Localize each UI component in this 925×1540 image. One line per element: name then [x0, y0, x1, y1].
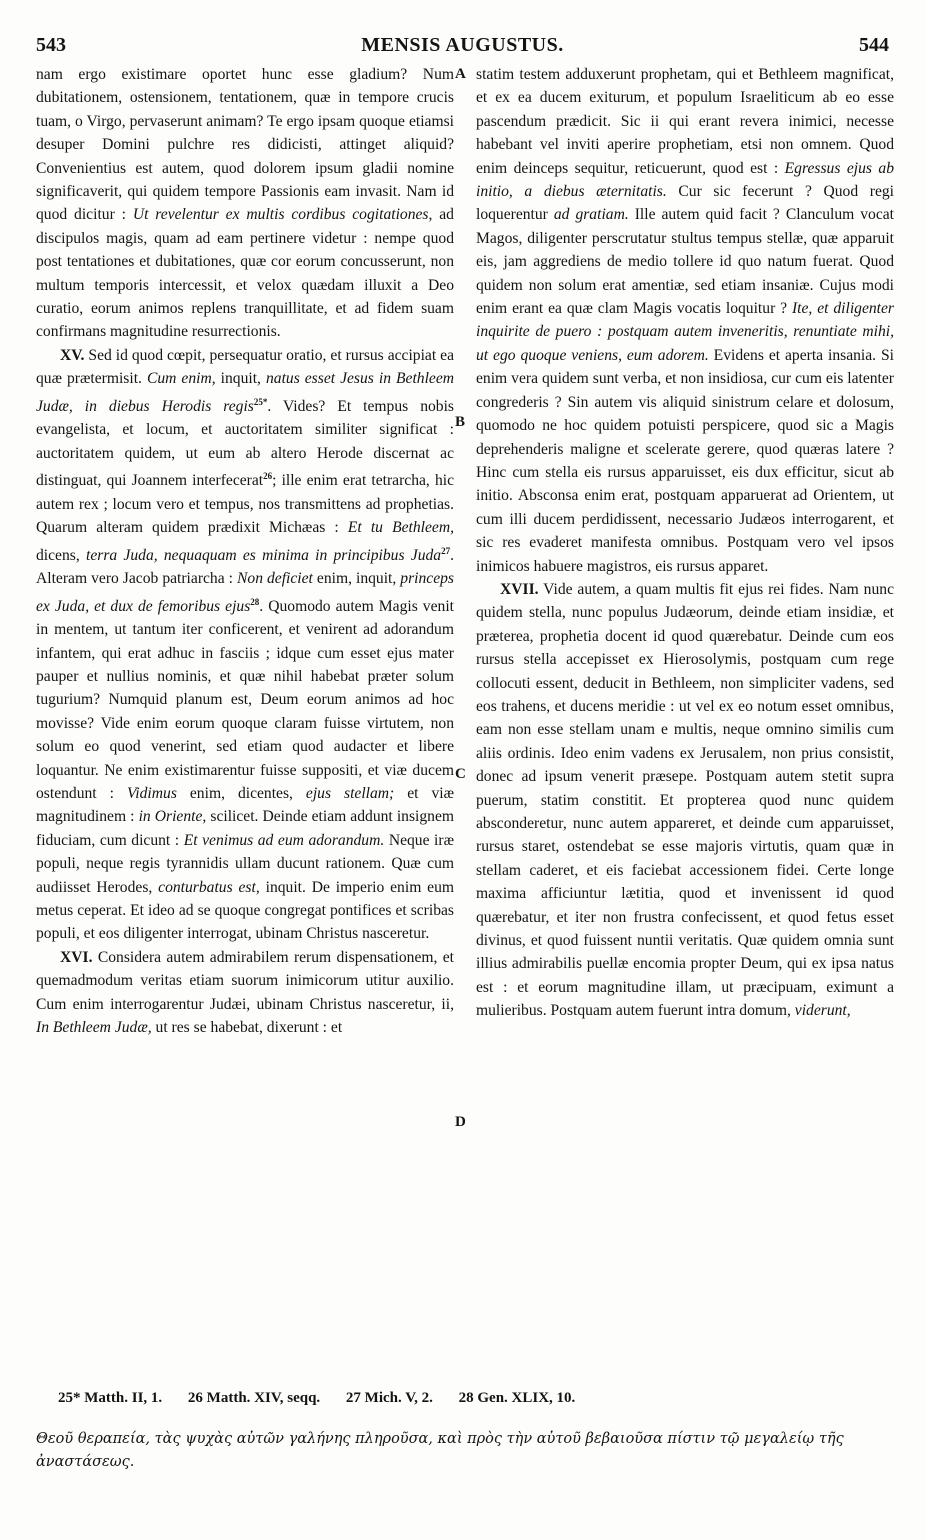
- footnote-ref: 25*: [253, 396, 268, 407]
- paragraph-section-xvii: XVII. Vide autem, a quam multis fit ejus rei fides. Nam nunc quidem stella, nunc populus Judæorum, deinde etiam insidiæ, et præterea, prophetia docent id quod quærebatur. Deinde cum eos rursus stella accepisset ex Hierosolymis, postquam cum rege collocuti essent, deducit in Bethleem, non simpliciter vadens, sed eos trahens, et ducens meridie : ut vel ex eo notum esset omnibus, eam non esse stellam unam e multis, neque omnino similis cum aliis ordinis. Ideo enim vadens ex Jerusalem, non prius consistit, donec ad ipsum venerit præsepe. Postquam autem stetit supra puerum, statim constitit. Et propterea quod nunc quidem absconderetur, nunc autem appareret, et deinde cum apparuisset, rursus staret, ostendebat se esse majoris virtutis, quam quæ in stellam caderet, et eis faciebat accessionem fidei. Certe longe maxima afficiuntur lætitia, quod et invenissent id quod quærebatur, et iter non frustra confecissent, et quod fetus esset divinus, et quod fuissent nuntii veritatis. Quæ quidem omnia sunt illius admirabilis puellæ encomia propter Deum, qui ex ipsa natus est : et eorum magnitudine illam, ut præcipuam, eximunt a mulieribus. Postquam autem fuerunt intra domum, viderunt,: [476, 580, 894, 1020]
- margin-marker-c: C: [455, 766, 466, 782]
- greek-note: Θεοῦ θεραπεία, τὰς ψυχὰς αὐτῶν γαλήνης πληροῦσα, καὶ πρὸς τὴν αὐτοῦ βεβαιοῦσα πίστιν τῷ μεγαλείῳ τῆς ἀναστάσεως.: [36, 1431, 844, 1470]
- footnote-ref: 28: [250, 596, 260, 607]
- margin-marker-d: D: [455, 1114, 466, 1130]
- margin-marker-b: B: [455, 414, 466, 430]
- footnote: 25* Matth. II, 1.: [58, 1390, 163, 1406]
- paragraph-section-xvi: XVI. Considera autem admirabilem rerum dispensationem, et quemadmodum veritas etiam suorum inimicorum utitur auxilio. Cum enim interrogarentur Judæi, ubinam Christus nasceretur, ii, In Bethleem Judæ, ut res se habebat, dixerunt : et: [36, 948, 454, 1036]
- paragraph: nam ergo existimare oportet hunc esse gladium? Num dubitationem, ostensionem, tentationem, quæ in tempore crucis tuam, o Virgo, pervaserunt animam? Te ergo ipsam quoque etiamsi desuper Domini pulchre res didicisti, attinget aliquid? Convenientius est autem, quod dolorem ipsum gladii nomine significaverit, qui quidem tempore Passionis eam invasit. Nam id quod dicitur : Ut revelentur ex multis cordibus cogitationes, ad discipulos magis, quam ad eam pertinere videtur : nempe quod post tentationes et dubitationes, quæ cor eorum concusserunt, non multum temporis intercessit, et velox quædam illuxit a Deo curatio, eorum animos replens tranquillitate, et ad fidem suam confirmans magnitudine resurrectionis.: [36, 66, 454, 341]
- section-number: XV.: [60, 346, 85, 364]
- section-number: XVII.: [500, 580, 539, 598]
- page-number-right: 544: [859, 34, 889, 56]
- footnotes: [58, 1390, 885, 1407]
- running-header: [36, 34, 889, 60]
- running-title: MENSIS AUGUSTUS.: [361, 34, 564, 56]
- footnote-ref: 26: [263, 471, 273, 482]
- section-number: XVI.: [60, 948, 93, 966]
- paragraph-section-xv: XV. Sed id quod cœpit, persequatur oratio, et rursus accipiat ea quæ prætermisit. Cum enim, inquit, natus esset Jesus in Bethleem Judæ, in diebus Herodis regis$^{25*}$. Vides? Et tempus nobis evangelista, et locum, et auctoritatem similiter significat : auctoritatem quidem, ut eum ab altero Herode discernat ac distinguat, qui Joannem interfecerat$^{26}$; ille enim erat tetrarcha, hic autem rex ; locum vero et tempus, nos transmittens ad prophetias. Quarum alteram quidem prædixit Michæas : Et tu Bethleem, dicens, terra Juda, nequaquam es minima in principibus Juda$^{27}$. Alteram vero Jacob patriarcha : Non deficiet enim, inquit, princeps ex Juda, et dux de femoribus ejus$^{28}$. Quomodo autem Magis venit in mentem, ut tantum iter conficerent, et venirent ad adorandum infantem, qui erat adhuc in fasciis ; idque cum esset ejus mater pauper et nullius nominis, et quæ nihil habebat præter solum tugurium? Numquid planum est, Deum eorum animos ad hoc movisse? Vide enim eorum quoque claram fuisse virtutem, non solum eo quod venerint, sed etiam quod audacter et libere loquantur. Ne enim existimarentur fuisse suppositi, et viæ ducem ostendunt : Vidimus enim, dicentes, ejus stellam; et viæ magnitudinem : in Oriente, scilicet. Deinde etiam addunt insignem fiduciam, cum dicunt : Et venimus ad eum adorandum. Neque iræ populi, neque regis tyrannidis ullam ducunt rationem. Quæ cum audiisset Herodes, conturbatus est, inquit. De imperio enim eum metus ceperat. Et ideo ad se quoque congregat pontifices et scribas populi, et eos diligenter interrogat, ubinam Christus nasceretur.: [36, 346, 455, 943]
- footnote: 27 Mich. V, 2.: [345, 1390, 433, 1406]
- footnote: 26 Matth. XIV, seqq.: [187, 1390, 321, 1406]
- paragraph: statim testem adduxerunt prophetam, qui et Bethleem magnificat, et ex ea ducem exiturum, et populum Israeliticum ab eo esse pascendum prædicit. Sic ii qui erant revera inimici, necesse habebant vel inviti aperire prophetiam, etsi non omnem. Quod enim deinceps sequitur, reticuerunt, quod est : Egressus ejus ab initio, a diebus æternitatis. Cur sic fecerunt ? Quod regi loquerentur ad gratiam. Ille autem quid facit ? Clanculum vocat Magos, diligenter perscrutatur stultus tempus stellæ, quæ apparuit eis, jam aggrediens de medio tollere id quo natum fuerat. Quod quidem non solum erat amentiæ, sed etiam insaniæ. Cujus modi enim erant ea quæ clam Magis vocatis loquitur ? Ite, et diligenter inquirite de puero : postquam autem inveneritis, renuntiate mihi, ut ego quoque veniens, eum adorem. Evidens et aperta insania. Si enim vera quidem sunt verba, et non insidiosa, cur cum eis latenter congrederis ? Sin autem vis aliquid sinistrum celare et dolosum, quomodo ne hoc quidem potuisti perspicere, quod sic a Magis deprehenderis maligne et scelerate gerere, quod quæras latere ? Hinc cum stella eis rursus apparuisset, eis dux efficitur, sicut ab initio. Absconsa enim erat, postquam apparuerat ad Orientem, ut cum illi ducem perdidissent, necessario Judæos interrogarent, et sic res evaderet manifesta omnibus. Postquam vero vel ipsos inimicos habuere magistros, eis rursus apparet.: [476, 66, 894, 575]
- footnote-ref: 27: [441, 545, 451, 556]
- margin-marker-a: A: [455, 66, 466, 82]
- page-number-left: 543: [36, 34, 66, 56]
- footnote: 28 Gen. XLIX, 10.: [458, 1390, 576, 1406]
- left-column: [36, 63, 454, 1039]
- right-column: [476, 63, 894, 1023]
